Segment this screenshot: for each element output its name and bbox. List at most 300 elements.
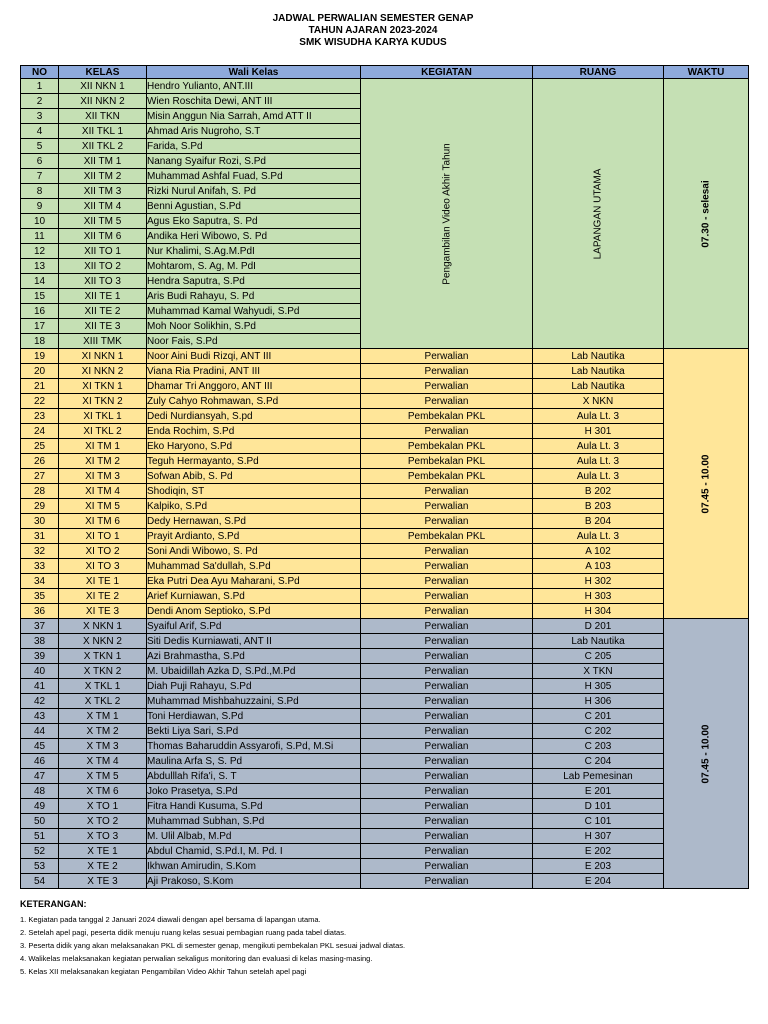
cell-ruang: A 103 [533, 559, 664, 574]
cell-ruang: C 202 [533, 724, 664, 739]
cell-kelas: X TKN 2 [59, 664, 147, 679]
cell-kegiatan: Perwalian [361, 379, 533, 394]
cell-kegiatan: Perwalian [361, 574, 533, 589]
cell-no: 28 [21, 484, 59, 499]
notes-section [20, 898, 748, 978]
table-row [21, 874, 749, 889]
table-row [21, 349, 749, 364]
cell-no: 15 [21, 289, 59, 304]
cell-wali-kelas: Benni Agustian, S.Pd [147, 199, 361, 214]
cell-kelas: XII TO 2 [59, 259, 147, 274]
cell-no: 39 [21, 649, 59, 664]
cell-wali-kelas: Zuly Cahyo Rohmawan, S.Pd [147, 394, 361, 409]
cell-kegiatan: Perwalian [361, 859, 533, 874]
cell-ruang: C 205 [533, 649, 664, 664]
table-row [21, 769, 749, 784]
cell-no: 14 [21, 274, 59, 289]
table-row [21, 814, 749, 829]
cell-no: 22 [21, 394, 59, 409]
cell-ruang: Aula Lt. 3 [533, 409, 664, 424]
cell-no: 10 [21, 214, 59, 229]
note-item: 4. Walikelas melaksanakan kegiatan perwalian sekaligus monitoring dan evaluasi di kelas masing-masing. [20, 954, 373, 963]
cell-wali-kelas: Muhammad Subhan, S.Pd [147, 814, 361, 829]
cell-kelas: XI TKN 1 [59, 379, 147, 394]
cell-ruang: Lab Nautika [533, 364, 664, 379]
table-row [21, 499, 749, 514]
cell-wali-kelas: Enda Rochim, S.Pd [147, 424, 361, 439]
table-row [21, 754, 749, 769]
col-header-wali-kelas: Wali Kelas [147, 66, 361, 79]
cell-ruang: C 101 [533, 814, 664, 829]
cell-no: 18 [21, 334, 59, 349]
cell-wali-kelas: Dhamar Tri Anggoro, ANT III [147, 379, 361, 394]
cell-wali-kelas: Eko Haryono, S.Pd [147, 439, 361, 454]
cell-no: 5 [21, 139, 59, 154]
cell-kelas: XII NKN 2 [59, 94, 147, 109]
cell-wali-kelas: Muhammad Kamal Wahyudi, S.Pd [147, 304, 361, 319]
cell-no: 19 [21, 349, 59, 364]
cell-kegiatan: Perwalian [361, 514, 533, 529]
table-row [21, 844, 749, 859]
cell-no: 3 [21, 109, 59, 124]
cell-kegiatan: Perwalian [361, 874, 533, 889]
cell-wali-kelas: Andika Heri Wibowo, S. Pd [147, 229, 361, 244]
table-row [21, 679, 749, 694]
cell-ruang-merged [533, 79, 664, 349]
cell-wali-kelas: M. Ulil Albab, M.Pd [147, 829, 361, 844]
note-item: 3. Peserta didik yang akan melaksanakan PKL di semester genap, mengikuti pembekalan PKL sesuai jadwal diatas. [20, 941, 406, 950]
cell-no: 42 [21, 694, 59, 709]
cell-ruang: B 203 [533, 499, 664, 514]
cell-wali-kelas: Hendro Yulianto, ANT.III [147, 79, 361, 94]
cell-no: 9 [21, 199, 59, 214]
cell-kelas: XII TO 1 [59, 244, 147, 259]
cell-kegiatan: Perwalian [361, 784, 533, 799]
table-row [21, 589, 749, 604]
table-header-row [21, 66, 749, 79]
cell-ruang: C 203 [533, 739, 664, 754]
cell-kelas: X TKL 2 [59, 694, 147, 709]
table-row [21, 484, 749, 499]
cell-no: 33 [21, 559, 59, 574]
table-row [21, 799, 749, 814]
cell-no: 50 [21, 814, 59, 829]
cell-kelas: XII TM 3 [59, 184, 147, 199]
cell-wali-kelas: Eka Putri Dea Ayu Maharani, S.Pd [147, 574, 361, 589]
table-row [21, 634, 749, 649]
cell-ruang: H 302 [533, 574, 664, 589]
cell-no: 23 [21, 409, 59, 424]
cell-no: 20 [21, 364, 59, 379]
cell-kegiatan: Pembekalan PKL [361, 529, 533, 544]
cell-kelas: XI TO 3 [59, 559, 147, 574]
cell-kegiatan: Perwalian [361, 349, 533, 364]
cell-wali-kelas: Noor Fais, S.Pd [147, 334, 361, 349]
cell-kelas: XII TE 2 [59, 304, 147, 319]
cell-wali-kelas: Azi Brahmastha, S.Pd [147, 649, 361, 664]
waktu-label: 07.45 - 10.00 [700, 724, 712, 783]
table-row [21, 409, 749, 424]
table-row [21, 394, 749, 409]
cell-ruang: Aula Lt. 3 [533, 439, 664, 454]
cell-kelas: XI TM 4 [59, 484, 147, 499]
cell-no: 6 [21, 154, 59, 169]
cell-no: 34 [21, 574, 59, 589]
cell-kegiatan: Pembekalan PKL [361, 469, 533, 484]
cell-wali-kelas: Prayit Ardianto, S.Pd [147, 529, 361, 544]
cell-ruang: E 203 [533, 859, 664, 874]
cell-kelas: XI TKN 2 [59, 394, 147, 409]
table-row [21, 424, 749, 439]
cell-kegiatan: Perwalian [361, 559, 533, 574]
schedule-body [21, 79, 749, 889]
col-header-ruang: RUANG [533, 66, 664, 79]
cell-kelas: XI TO 1 [59, 529, 147, 544]
cell-ruang: B 204 [533, 514, 664, 529]
cell-ruang: Lab Nautika [533, 349, 664, 364]
cell-kegiatan: Perwalian [361, 739, 533, 754]
cell-kelas: XI TKL 2 [59, 424, 147, 439]
table-row [21, 544, 749, 559]
cell-kegiatan: Perwalian [361, 424, 533, 439]
table-row [21, 364, 749, 379]
table-row [21, 439, 749, 454]
cell-wali-kelas: Mohtarom, S. Ag, M. PdI [147, 259, 361, 274]
cell-wali-kelas: Aji Prakoso, S.Kom [147, 874, 361, 889]
cell-kelas: X TM 5 [59, 769, 147, 784]
cell-no: 2 [21, 94, 59, 109]
cell-wali-kelas: Thomas Baharuddin Assyarofi, S.Pd, M.Si [147, 739, 361, 754]
table-row [21, 514, 749, 529]
table-row [21, 604, 749, 619]
table-row [21, 829, 749, 844]
cell-kelas: XII TKN [59, 109, 147, 124]
cell-wali-kelas: Dedy Hernawan, S.Pd [147, 514, 361, 529]
cell-kelas: X TM 2 [59, 724, 147, 739]
cell-wali-kelas: Misin Anggun Nia Sarrah, Amd ATT II [147, 109, 361, 124]
cell-ruang: C 201 [533, 709, 664, 724]
cell-kelas: X TE 1 [59, 844, 147, 859]
cell-ruang: D 101 [533, 799, 664, 814]
cell-wali-kelas: Teguh Hermayanto, S.Pd [147, 454, 361, 469]
table-row [21, 379, 749, 394]
cell-kegiatan: Perwalian [361, 844, 533, 859]
cell-no: 31 [21, 529, 59, 544]
cell-kelas: X TO 1 [59, 799, 147, 814]
table-row [21, 619, 749, 634]
cell-wali-kelas: Ahmad Aris Nugroho, S.T [147, 124, 361, 139]
cell-wali-kelas: Joko Prasetya, S.Pd [147, 784, 361, 799]
cell-kegiatan: Perwalian [361, 364, 533, 379]
cell-wali-kelas: Fitra Handi Kusuma, S.Pd [147, 799, 361, 814]
table-row [21, 784, 749, 799]
cell-wali-kelas: Muhammad Sa'dullah, S.Pd [147, 559, 361, 574]
cell-wali-kelas: Abdul Chamid, S.Pd.I, M. Pd. I [147, 844, 361, 859]
cell-wali-kelas: Nanang Syaifur Rozi, S.Pd [147, 154, 361, 169]
cell-kelas: X TE 3 [59, 874, 147, 889]
cell-no: 47 [21, 769, 59, 784]
kegiatan-label: Pengambilan Video Akhir Tahun [441, 142, 452, 285]
cell-kegiatan: Perwalian [361, 754, 533, 769]
cell-no: 49 [21, 799, 59, 814]
cell-kelas: XII TKL 2 [59, 139, 147, 154]
cell-kegiatan: Pembekalan PKL [361, 409, 533, 424]
cell-kelas: XII TO 3 [59, 274, 147, 289]
cell-no: 53 [21, 859, 59, 874]
cell-no: 1 [21, 79, 59, 94]
cell-no: 8 [21, 184, 59, 199]
cell-kegiatan: Perwalian [361, 814, 533, 829]
cell-kelas: XII TM 4 [59, 199, 147, 214]
cell-ruang: H 306 [533, 694, 664, 709]
cell-kelas: X TKL 1 [59, 679, 147, 694]
cell-wali-kelas: Muhammad Mishbahuzzaini, S.Pd [147, 694, 361, 709]
table-row [21, 859, 749, 874]
cell-kelas: XI TE 1 [59, 574, 147, 589]
table-row [21, 454, 749, 469]
cell-wali-kelas: Hendra Saputra, S.Pd [147, 274, 361, 289]
cell-no: 21 [21, 379, 59, 394]
cell-kelas: XI TM 1 [59, 439, 147, 454]
table-row [21, 724, 749, 739]
cell-wali-kelas: Siti Dedis Kurniawati, ANT II [147, 634, 361, 649]
cell-kelas: XII NKN 1 [59, 79, 147, 94]
cell-ruang: H 307 [533, 829, 664, 844]
cell-wali-kelas: Kalpiko, S.Pd [147, 499, 361, 514]
cell-kelas: XII TE 1 [59, 289, 147, 304]
cell-kelas: X TO 2 [59, 814, 147, 829]
cell-kelas: X TM 4 [59, 754, 147, 769]
cell-kegiatan-merged [361, 79, 533, 349]
cell-wali-kelas: Diah Puji Rahayu, S.Pd [147, 679, 361, 694]
cell-wali-kelas: Ikhwan Amirudin, S.Kom [147, 859, 361, 874]
table-row [21, 529, 749, 544]
cell-no: 16 [21, 304, 59, 319]
cell-kegiatan: Perwalian [361, 664, 533, 679]
cell-no: 51 [21, 829, 59, 844]
cell-wali-kelas: Shodiqin, ST [147, 484, 361, 499]
cell-no: 26 [21, 454, 59, 469]
table-row [21, 649, 749, 664]
cell-kegiatan: Perwalian [361, 394, 533, 409]
cell-no: 35 [21, 589, 59, 604]
cell-kelas: XI TM 5 [59, 499, 147, 514]
cell-no: 11 [21, 229, 59, 244]
cell-kegiatan: Pembekalan PKL [361, 454, 533, 469]
note-item: 1. Kegiatan pada tanggal 2 Januari 2024 diawali dengan apel bersama di lapangan utama. [20, 915, 321, 924]
cell-kegiatan: Perwalian [361, 679, 533, 694]
waktu-label: 07.45 - 10.00 [700, 454, 712, 513]
cell-no: 54 [21, 874, 59, 889]
cell-wali-kelas: Dendi Anom Septioko, S.Pd [147, 604, 361, 619]
school-name: SMK WISUDHA KARYA KUDUS [299, 37, 447, 48]
col-header-kegiatan: KEGIATAN [361, 66, 533, 79]
cell-wali-kelas: Sofwan Abib, S. Pd [147, 469, 361, 484]
cell-kelas: X TM 1 [59, 709, 147, 724]
cell-wali-kelas: Arief Kurniawan, S.Pd [147, 589, 361, 604]
cell-kelas: XII TM 5 [59, 214, 147, 229]
cell-wali-kelas: M. Ubaidillah Azka D, S.Pd.,M.Pd [147, 664, 361, 679]
cell-kelas: XIII TMK [59, 334, 147, 349]
cell-ruang: Lab Nautika [533, 379, 664, 394]
cell-ruang: E 202 [533, 844, 664, 859]
cell-waktu-merged [664, 79, 749, 349]
cell-no: 12 [21, 244, 59, 259]
cell-no: 17 [21, 319, 59, 334]
note-item: 5. Kelas XII melaksanakan kegiatan Pengambilan Video Akhir Tahun setelah apel pagi [20, 967, 307, 976]
col-header-no: NO [21, 66, 59, 79]
cell-kelas: XII TKL 1 [59, 124, 147, 139]
cell-kelas: XII TM 1 [59, 154, 147, 169]
cell-kelas: XI TM 2 [59, 454, 147, 469]
cell-kegiatan: Perwalian [361, 799, 533, 814]
cell-ruang: H 305 [533, 679, 664, 694]
cell-ruang: H 303 [533, 589, 664, 604]
cell-kelas: XI NKN 2 [59, 364, 147, 379]
table-row [21, 739, 749, 754]
cell-wali-kelas: Viana Ria Pradini, ANT III [147, 364, 361, 379]
cell-kelas: X TM 6 [59, 784, 147, 799]
cell-kelas: XII TM 6 [59, 229, 147, 244]
cell-no: 7 [21, 169, 59, 184]
table-row [21, 664, 749, 679]
cell-no: 27 [21, 469, 59, 484]
cell-wali-kelas: Bekti Liya Sari, S.Pd [147, 724, 361, 739]
cell-kelas: XII TM 2 [59, 169, 147, 184]
cell-ruang: C 204 [533, 754, 664, 769]
cell-kegiatan: Perwalian [361, 544, 533, 559]
table-row [21, 469, 749, 484]
cell-no: 24 [21, 424, 59, 439]
cell-wali-kelas: Toni Herdiawan, S.Pd [147, 709, 361, 724]
cell-kelas: X TKN 1 [59, 649, 147, 664]
cell-ruang: X NKN [533, 394, 664, 409]
cell-kelas: XII TE 3 [59, 319, 147, 334]
cell-ruang: Lab Nautika [533, 634, 664, 649]
cell-ruang: H 301 [533, 424, 664, 439]
table-row [21, 694, 749, 709]
cell-no: 45 [21, 739, 59, 754]
cell-kelas: X NKN 1 [59, 619, 147, 634]
document-title: JADWAL PERWALIAN SEMESTER GENAP [272, 13, 474, 24]
cell-kegiatan: Perwalian [361, 634, 533, 649]
cell-ruang: Aula Lt. 3 [533, 469, 664, 484]
cell-ruang: Aula Lt. 3 [533, 454, 664, 469]
cell-no: 44 [21, 724, 59, 739]
cell-ruang: X TKN [533, 664, 664, 679]
cell-no: 38 [21, 634, 59, 649]
cell-wali-kelas: Agus Eko Saputra, S. Pd [147, 214, 361, 229]
cell-no: 37 [21, 619, 59, 634]
cell-kegiatan: Perwalian [361, 649, 533, 664]
cell-ruang: E 204 [533, 874, 664, 889]
cell-kelas: XI TO 2 [59, 544, 147, 559]
cell-kegiatan: Perwalian [361, 499, 533, 514]
cell-ruang: H 304 [533, 604, 664, 619]
cell-ruang: D 201 [533, 619, 664, 634]
cell-kelas: X TE 2 [59, 859, 147, 874]
cell-kegiatan: Perwalian [361, 829, 533, 844]
academic-year: TAHUN AJARAN 2023-2024 [308, 25, 438, 36]
cell-wali-kelas: Abdulllah Rifa'i, S. T [147, 769, 361, 784]
cell-wali-kelas: Dedi Nurdiansyah, S.pd [147, 409, 361, 424]
cell-kegiatan: Perwalian [361, 724, 533, 739]
cell-ruang: E 201 [533, 784, 664, 799]
cell-kegiatan: Perwalian [361, 769, 533, 784]
cell-kelas: XI NKN 1 [59, 349, 147, 364]
cell-kelas: XI TM 3 [59, 469, 147, 484]
cell-no: 46 [21, 754, 59, 769]
waktu-label: 07.30 - selesai [700, 179, 712, 248]
cell-wali-kelas: Maulina Arfa S, S. Pd [147, 754, 361, 769]
notes-title: KETERANGAN: [20, 899, 87, 909]
cell-wali-kelas: Aris Budi Rahayu, S. Pd [147, 289, 361, 304]
note-item: 2. Setelah apel pagi, peserta didik menuju ruang kelas sesuai pembagian ruang pada tabel diatas. [20, 928, 347, 937]
cell-waktu-merged [664, 349, 749, 619]
cell-wali-kelas: Noor Aini Budi Rizqi, ANT III [147, 349, 361, 364]
cell-ruang: Aula Lt. 3 [533, 529, 664, 544]
cell-wali-kelas: Muhammad Ashfal Fuad, S.Pd [147, 169, 361, 184]
cell-kegiatan: Perwalian [361, 589, 533, 604]
cell-wali-kelas: Farida, S.Pd [147, 139, 361, 154]
cell-no: 40 [21, 664, 59, 679]
cell-no: 25 [21, 439, 59, 454]
cell-no: 30 [21, 514, 59, 529]
cell-wali-kelas: Syaiful Arif, S.Pd [147, 619, 361, 634]
schedule-table [20, 65, 749, 889]
cell-wali-kelas: Wien Roschita Dewi, ANT III [147, 94, 361, 109]
cell-kelas: X NKN 2 [59, 634, 147, 649]
cell-kelas: X TM 3 [59, 739, 147, 754]
cell-no: 29 [21, 499, 59, 514]
cell-wali-kelas: Rizki Nurul Anifah, S. Pd [147, 184, 361, 199]
table-row [21, 709, 749, 724]
cell-kelas: XI TM 6 [59, 514, 147, 529]
cell-ruang: B 202 [533, 484, 664, 499]
cell-kegiatan: Perwalian [361, 694, 533, 709]
cell-kelas: XI TE 3 [59, 604, 147, 619]
cell-kegiatan: Perwalian [361, 709, 533, 724]
cell-kegiatan: Perwalian [361, 619, 533, 634]
cell-kelas: XI TE 2 [59, 589, 147, 604]
cell-kegiatan: Pembekalan PKL [361, 439, 533, 454]
col-header-waktu: WAKTU [664, 66, 749, 79]
cell-no: 41 [21, 679, 59, 694]
cell-kelas: X TO 3 [59, 829, 147, 844]
cell-ruang: Lab Pemesinan [533, 769, 664, 784]
cell-kegiatan: Perwalian [361, 604, 533, 619]
table-row [21, 79, 749, 94]
cell-wali-kelas: Nur Khalimi, S.Ag.M.PdI [147, 244, 361, 259]
cell-no: 43 [21, 709, 59, 724]
cell-no: 48 [21, 784, 59, 799]
cell-kegiatan: Perwalian [361, 484, 533, 499]
table-row [21, 574, 749, 589]
table-row [21, 559, 749, 574]
cell-no: 36 [21, 604, 59, 619]
col-header-kelas: KELAS [59, 66, 147, 79]
ruang-label: LAPANGAN UTAMA [592, 168, 604, 259]
cell-waktu-merged [664, 619, 749, 889]
cell-no: 32 [21, 544, 59, 559]
cell-no: 4 [21, 124, 59, 139]
cell-no: 52 [21, 844, 59, 859]
cell-wali-kelas: Soni Andi Wibowo, S. Pd [147, 544, 361, 559]
cell-kelas: XI TKL 1 [59, 409, 147, 424]
cell-no: 13 [21, 259, 59, 274]
cell-ruang: A 102 [533, 544, 664, 559]
cell-wali-kelas: Moh Noor Solikhin, S.Pd [147, 319, 361, 334]
